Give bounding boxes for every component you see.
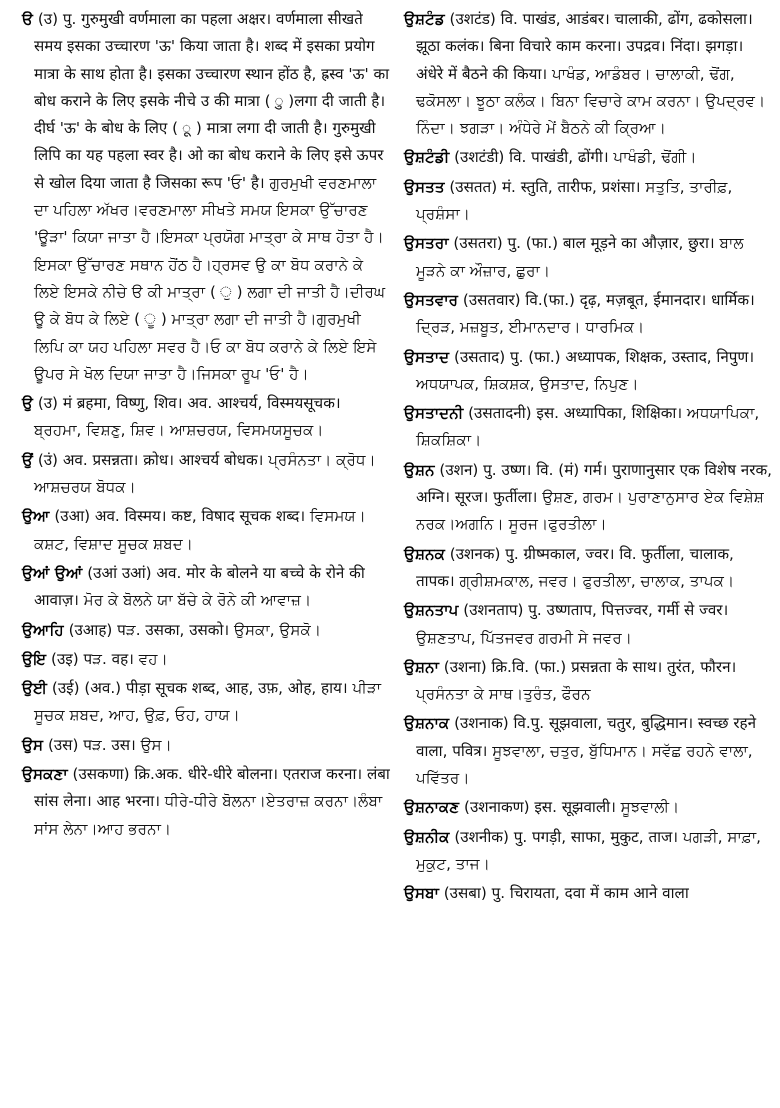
entry-headword: ਉਸ਼ਨਤਾਪ [404,601,459,620]
entry-headword: ਉਸ਼ਟੰਡ [404,10,445,28]
dictionary-entry [404,824,772,879]
entry-headword: ਉਸ਼ਨਾ [404,657,439,676]
entry-headword: ਉਸਤਵਾਰ [404,290,459,309]
dictionary-entry [404,230,772,285]
entry-definition: (उआह) पੜ. उसका, उसको। ਉਸਕਾ, ਉਸਕੋ। [68,620,322,639]
entry-headword: ੳ [22,10,34,28]
entry-definition: (उसताद) पु. (फा.) अध्यापक, शिक्षक, उस्ताद, निपुण। ਅਧਯਾਪਕ, ਸ਼ਿਕਸ਼ਕ, ਉਸਤਾਦ, ਨਿਪੁਣ। [416,347,755,393]
entry-headword: ਉਸ਼ਨ [404,460,435,479]
dictionary-entry [22,732,390,759]
entry-definition: (उशनताप) पु. उष्णताप, पित्तज्वर, गर्मी से ज्वर। ਉਸ਼ਣਤਾਪ, ਪਿੱਤਜਵਰ ਗਰਮੀ ਸੇ ਜਵਰ। [416,601,729,647]
dictionary-entry [404,344,772,399]
dictionary-entry [22,560,390,615]
dictionary-entry [404,654,772,709]
dictionary-entry [22,646,390,673]
dictionary-entry [404,457,772,539]
dictionary-entry [22,6,390,388]
entry-definition: (उसबा) पु. चिरायता, दवा में काम आने वाला [443,884,689,903]
dictionary-entry [404,400,772,455]
dictionary-entry [404,794,772,821]
entry-headword: ਉਸ [22,735,44,754]
entry-definition: (उसतरा) पु. (फा.) बाल मूड़ने का औज़ार, छुरा। ਬਾਲ ਮੂੜਨੇ ਕਾ ਔਜ਼ਾਰ, ਛੁਰਾ। [416,234,744,280]
entry-headword: ਉਸ਼ਨਾਕਣ [404,798,460,817]
entry-headword: ਉਸ਼ਨਾਕ [404,714,450,733]
dictionary-entry [404,597,772,652]
entry-definition: (उस) पੜ. उस। ਉਸ। [47,735,172,754]
dictionary-entry [404,287,772,342]
entry-definition: (उशनक) पु. ग्रीष्मकाल, ज्वर। वि. फुर्तीला, चालाक, तापक। ਗ੍ਰੀਸ਼ਮਕਾਲ, ਜਵਰ। ਫੁਰਤੀਲਾ, ਚਾਲਾਕ, ਤਾਪਕ। [416,544,735,590]
dictionary-entry [404,710,772,792]
dictionary-entry [404,144,772,171]
right-column [404,6,772,1108]
dictionary-entry [22,503,390,558]
entry-headword: ਉਸਕਣਾ [22,765,68,784]
entry-definition: (उं) अव. प्रसन्नता। क्रोध। आश्चर्य बोधक। ਪ੍ਰਸੰਨਤਾ। ਕ੍ਰੋਧ। ਆਸ਼ਚਰਯ ਬੋਧਕ। [34,450,376,497]
dictionary-entry [404,174,772,229]
entry-definition: (उशनाकण) इस. सूझवाली। ਸੂਝਵਾਲੀ। [464,798,680,817]
entry-headword: ਉਂ [22,450,33,469]
entry-headword: ਉਸ਼ਨਕ [404,544,445,563]
dictionary-entry [22,761,390,843]
entry-definition: (उशन) पु. उष्ण। वि. (मं) गर्म। पुराणानुसार एक विशेष नरक, अग्नि। सूरज। फुर्तीला। ਉਸ਼ਣ, ਗਰਮ। ਪੁਰਾਣਾਨੁਸਾਰ ਏਕ ਵਿਸ਼ੇਸ਼ ਨਰਕ।ਅਗਨਿ। ਸੂਰਜ।ਫੁਰਤੀਲਾ। [416,460,772,534]
entry-headword: ਉਸਤਾਦਨੀ [404,404,464,423]
entry-definition: (उ) मं ब्रहमा, विष्णु, शिव। अव. आश्चर्य, विस्मयसूचक। ਬ੍ਰਹਮਾ, ਵਿਸ਼ਣੁ, ਸ਼ਿਵ। ਆਸ਼ਚਰਯ, ਵਿਸਮਯਸੂਚਕ। [34,394,341,440]
entry-definition: (उसतवार) वि.(फा.) दृढ़, मज़बूत, ईमानदार। धार्मिक। ਦ੍ਰਿੜ, ਮਜ਼ਬੂਤ, ਈਮਾਨਦਾਰ। ਧਾਰਮਿਕ। [416,290,755,337]
entry-definition: (उसकणा) क्रि.अक. धीरे-धीरे बोलना। एतराज करना। लंबा सांस लेना। आह भरना। ਧੀਰੇ-ਧੀਰੇ ਬੋਲਨਾ।ਏਤਰਾਜ਼ ਕਰਨਾ।ਲੰਬਾ ਸਾਂਸ ਲੇਨਾ।ਆਹ ਭਰਨਾ। [34,765,390,838]
entry-headword: ਉਆ [22,507,50,526]
dictionary-entry [404,541,772,596]
entry-definition: (उआ) अव. विस्मय। कष्ट, विषाद सूचक शब्द। ਵਿਸਮਯ। ਕਸ਼ਟ, ਵਿਸ਼ਾਦ ਸੂਚਕ ਸ਼ਬਦ। [34,507,366,553]
entry-headword: ਉਸਤਰਾ [404,234,449,253]
entry-definition: (उशना) क्रि.वि. (फा.) प्रसन्नता के साथ। तुरंत, फौरन। ਪ੍ਰਸੰਨਤਾ ਕੇ ਸਾਥ।ਤੁਰੰਤ, ਫੌਰਨ [416,657,737,704]
entry-headword: ਉਸਬਾ [404,884,439,903]
left-column [22,6,390,1108]
entry-definition: (उशनीक) पु. पगड़ी, साफा, मुकुट, ताज। ਪਗੜੀ, ਸਾਫ਼ਾ, ਮੁਕੁਟ, ਤਾਜ। [416,827,761,873]
dictionary-entry [404,6,772,142]
entry-definition: (उई) (अव.) पीड़ा सूचक शब्द, आह, उफ़, ओह, हाय। ਪੀੜਾ ਸੂਚਕ ਸ਼ਬਦ, ਆਹ, ਉਫ਼, ਓਹ, ਹਾਯ। [34,679,382,725]
entry-definition: (उआं उआं) अव. मोर के बोलने या बच्चे के रोने की आवाज़। ਮੋਰ ਕੇ ਬੋਲਨੇ ਯਾ ਬੱਚੇ ਕੇ ਰੋਨੇ ਕੀ ਆਵਾਜ਼। [34,563,365,610]
entry-headword: ਉਇ [22,649,47,668]
entry-definition: (उशटंड) वि. पाखंड, आडंबर। चालाकी, ढोंग, ढकोसला। झूठा कलंक। बिना विचारे काम करना। उपद्रव। निंदा। झगड़ा। अंधेरे में बैठने की किया। ਪਾਖੰਡ, ਆਡੰਬਰ। ਚਾਲਾਕੀ, ਢੋਂਗ, ਢਕੋਸਲਾ। ਝੂਠਾ ਕਲੰਕ। ਬਿਨਾ ਵਿਚਾਰੇ ਕਾਮ ਕਰਨਾ। ਉਪਦ੍ਰਵ। ਨਿੰਦਾ। ਝਗੜਾ। ਅੰਧੇਰੇ ਮੇਂ ਬੈਠਨੇ ਕੀ ਕ੍ਰਿਆ। [416,10,766,138]
entry-headword: ਉਸਤਾਦ [404,347,450,366]
entry-headword: ਉਆਂ ਉਆਂ [22,563,83,582]
entry-definition: (उ) पु. गुरुमुखी वर्णमाला का पहला अक्षर। वर्णमाला सीखते समय इसका उच्चारण 'ऊ' किया जाता है। शब्द में इसका प्रयोग मात्रा के साथ होता है। इसका उच्चारण स्थान होंठ है, ह्रस्व 'ऊ' का बोध कराने के लिए इसके नीचे उ की मात्रा ( ु )लगा दी जाती है। दीर्घ 'ऊ' के बोध के लिए ( ू ) मात्रा लगा दी जाती है। गुरुमुखी लिपि का यह पहला स्वर है। ओ का बोध कराने के लिए इसे ऊपर से खोल दिया जाता है जिसका रूप 'ਓ' है। ਗੁਰਮੁਖੀ ਵਰਣਮਾਲਾ ਦਾ ਪਹਿਲਾ ਅੱਖਰ।ਵਰਣਮਾਲਾ ਸੀਖਤੇ ਸਮਯ ਇਸਕਾ ਉੱਚਾਰਣ 'ਊੜਾ' ਕਿਯਾ ਜਾਤਾ ਹੈ।ਇਸਕਾ ਪ੍ਰਯੋਗ ਮਾਤ੍ਰਾ ਕੇ ਸਾਥ ਹੋਤਾ ਹੈ।ਇਸਕਾ ਉੱਚਾਰਣ ਸਥਾਨ ਹੋਂਠ ਹੈ।ਹ੍ਰਸਵ ਉ ਕਾ ਬੋਧ ਕਰਾਨੇ ਕੇ ਲਿਏ ਇਸਕੇ ਨੀਚੇ ੳ ਕੀ ਮਾਤ੍ਰਾ ( ੁ ) ਲਗਾ ਦੀ ਜਾਤੀ ਹੈ।ਦੀਰਘ ਊ ਕੇ ਬੋਧ ਕੇ ਲਿਏ ( ੂ ) ਮਾਤ੍ਰਾ ਲਗਾ ਦੀ ਜਾਤੀ ਹੈ।ਗੁਰਮੁਖੀ ਲਿਪਿ ਕਾ ਯਹ ਪਹਿਲਾ ਸਵਰ ਹੈ।ਓ ਕਾ ਬੋਧ ਕਰਾਨੇ ਕੇ ਲਿਏ ਇਸੇ ਊਪਰ ਸੇ ਖੋਲ ਦਿਯਾ ਜਾਤਾ ਹੈ।ਜਿਸਕਾ ਰੂਪ 'ਓ' ਹੈ। [34,10,390,383]
entry-definition: (उशनाक) वि.पु. सूझवाला, चतुर, बुद्धिमान। स्वच्छ रहने वाला, पवित्र। ਸੂਝਵਾਲਾ, ਚਤੁਰ, ਬੁੱਧਿਮਾਨ। ਸਵੱਛ ਰਹਨੇ ਵਾਲਾ, ਪਵਿੱਤਰ। [416,714,757,788]
entry-headword: ਉ [22,394,33,413]
dictionary-entry [22,617,390,644]
entry-headword: ਉਆਹਿ [22,620,64,639]
dictionary-entry [22,390,390,445]
entry-definition: (उशटंडी) वि. पाखंडी, ढोंगी। ਪਾਖੰਡੀ, ਢੋਂਗੀ। [454,148,697,167]
entry-headword: ਉਸ਼ਟੰਡੀ [404,148,450,167]
dictionary-entry [22,675,390,730]
entry-definition: (उसतादनी) इस. अध्यापिका, शिक्षिका। ਅਧਯਾਪਿਕਾ, ਸ਼ਿਕਸ਼ਿਕਾ। [416,404,760,450]
entry-definition: (उइ) पੜ. वह। ਵਹ। [51,649,168,668]
entry-headword: ਉਸਤਤ [404,177,445,196]
entry-headword: ਉਸ਼ਨੀਕ [404,827,450,846]
dictionary-entry [22,447,390,502]
entry-headword: ਉਈ [22,679,48,698]
entry-definition: (उसतत) मं. स्तुति, तारीफ, प्रशंसा। ਸਤੁਤਿ, ਤਾਰੀਫ਼, ਪ੍ਰਸ਼ੰਸਾ। [416,177,733,224]
dictionary-entry [404,880,772,907]
